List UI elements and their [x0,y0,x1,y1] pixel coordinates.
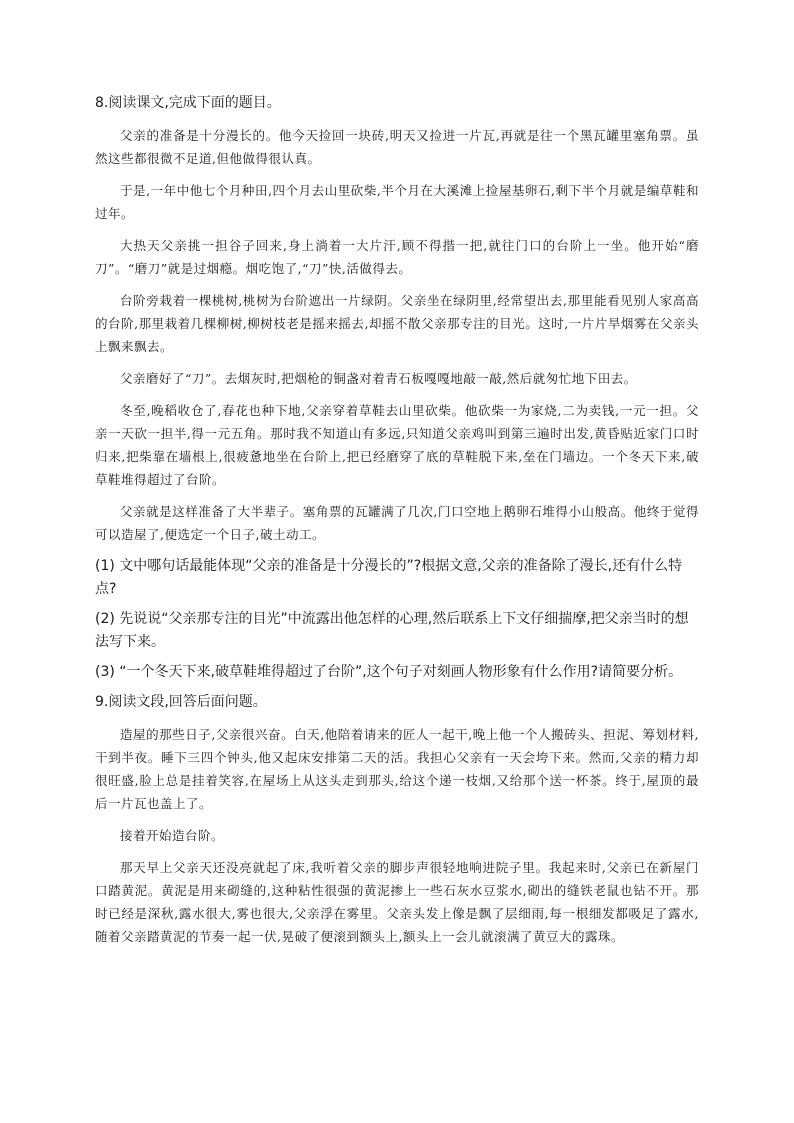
section-9-heading: 9.阅读文段,回答后面问题。 [95,694,267,710]
section-8-heading: 8.阅读课文,完成下面的题目。 [95,95,281,111]
passage-paragraph: 冬至,晚稻收仓了,春花也种下地,父亲穿着草鞋去山里砍柴。他砍柴一为家烧,二为卖钱,一元一担。父亲一天砍一担半,得一元五角。那时我不知道山有多远,只知道父亲鸡叫到第三遍时出发,黄昏贴近家门口时归来,把柴靠在墙根上,很疲惫地坐在台阶上,把已经磨穿了底的草鞋脱下来,垒在门墙边。一个冬天下来,破草鞋堆得超过了台阶。 [95,403,699,487]
passage-paragraph: 于是,一年中他七个月种田,四个月去山里砍柴,半个月在大溪滩上捡屋基卵石,剩下半个月就是编草鞋和过年。 [95,183,699,221]
question-1: (1) 文中哪句话最能体现“父亲的准备是十分漫长的”?根据文意,父亲的准备除了漫长,还有什么特点? [95,558,683,597]
question-2: (2) 先说说“父亲那专注的目光”中流露出他怎样的心理,然后联系上下文仔细揣摩,把父亲当时的想法写下来。 [95,611,689,650]
passage-paragraph: 接着开始造台阶。 [120,828,225,843]
question-3: (3) “一个冬天下来,破草鞋堆得超过了台阶”,这个句子对刻画人物形象有什么作用?请简要分析。 [95,664,683,680]
passage-paragraph: 父亲就是这样准备了大半辈子。塞角票的瓦罐满了几次,门口空地上鹅卵石堆得小山般高。他终于觉得可以造屋了,便选定一个日子,破土动工。 [95,504,699,542]
passage-paragraph: 台阶旁栽着一棵桃树,桃树为台阶遮出一片绿阴。父亲坐在绿阴里,经常望出去,那里能看见别人家高高的台阶,那里栽着几棵柳树,柳树枝老是摇来摇去,却摇不散父亲那专注的目光。这时,一片片旱烟雾在父亲头上飘来飘去。 [95,293,699,354]
passage-paragraph: 父亲的准备是十分漫长的。他今天捡回一块砖,明天又捡进一片瓦,再就是往一个黑瓦罐里塞角票。虽然这些都很微不足道,但他做得很认真。 [95,128,699,166]
passage-paragraph: 造屋的那些日子,父亲很兴奋。白天,他陪着请来的匠人一起干,晚上他一个人搬砖头、担泥、筹划材料,干到半夜。睡下三四个钟头,他又起床安排第二天的活。我担心父亲有一天会垮下来。然而,父亲的精力却很旺盛,脸上总是挂着笑容,在屋场上从这头走到那头,给这个递一枝烟,又给那个送一杯茶。终于,屋顶的最后一片瓦也盖上了。 [95,727,699,811]
passage-paragraph: 父亲磨好了“刀”。去烟灰时,把烟枪的铜盏对着青石板嘎嘎地敲一敲,然后就匆忙地下田去。 [120,371,637,386]
passage-paragraph: 那天早上父亲天还没亮就起了床,我听着父亲的脚步声很轻地响进院子里。我起来时,父亲已在新屋门口踏黄泥。黄泥是用来砌缝的,这种粘性很强的黄泥掺上一些石灰水豆浆水,砌出的缝铁老鼠也钻不开。那时已经是深秋,露水很大,雾也很大,父亲浮在雾里。父亲头发上像是飘了层细雨,每一根细发都吸足了露水,随着父亲踏黄泥的节奏一起一伏,晃破了便滚到额头上,额头上一会儿就滚满了黄豆大的露珠。 [95,860,699,944]
passage-paragraph: 大热天父亲挑一担谷子回来,身上淌着一大片汗,顾不得揩一把,就往门口的台阶上一坐。他开始“磨刀”。“磨刀”就是过烟瘾。烟吃饱了,“刀”快,活做得去。 [95,238,699,276]
document-page [95,92,699,957]
